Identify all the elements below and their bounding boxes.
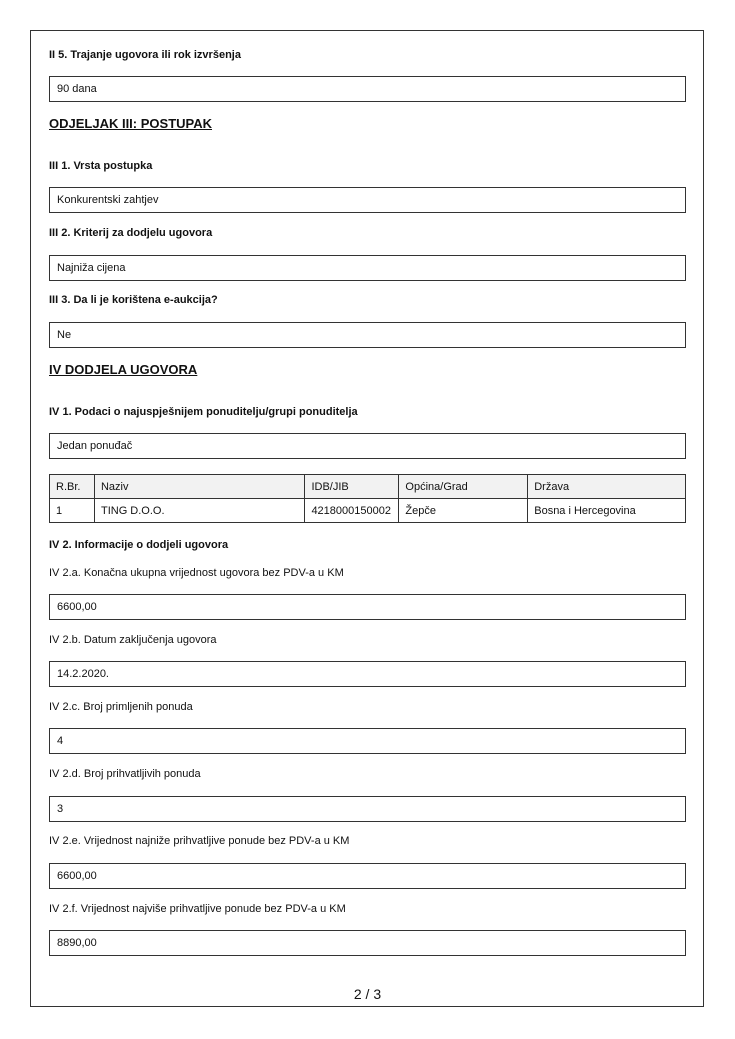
bidder-type-field: Jedan ponuđač	[49, 433, 686, 459]
received-offers-field: 4	[49, 728, 686, 754]
section-contract-award-title: IV DODJELA UGOVORA	[49, 362, 198, 377]
e-auction-field: Ne	[49, 322, 686, 348]
column-header: R.Br.	[50, 475, 95, 499]
table-cell: TING D.O.O.	[94, 499, 304, 523]
best-bidder-label: IV 1. Podaci o najuspješnijem ponuditelju/grupi ponuditelja	[49, 406, 358, 418]
award-criterion-field: Najniža cijena	[49, 255, 686, 281]
award-info-label: IV 2. Informacije o dodjeli ugovora	[49, 539, 229, 551]
table-cell: 4218000150002	[305, 499, 399, 523]
table-cell: Bosna i Hercegovina	[528, 499, 686, 523]
received-offers-label: IV 2.c. Broj primljenih ponuda	[49, 701, 193, 713]
highest-offer-field: 8890,00	[49, 930, 686, 956]
procedure-type-field: Konkurentski zahtjev	[49, 187, 686, 213]
lowest-offer-field: 6600,00	[49, 863, 686, 889]
table-cell: 1	[50, 499, 95, 523]
highest-offer-label: IV 2.f. Vrijednost najviše prihvatljive ponude bez PDV-a u KM	[49, 903, 346, 915]
column-header: Naziv	[94, 475, 304, 499]
section-procedure-title: ODJELJAK III: POSTUPAK	[49, 116, 213, 131]
table-row	[50, 499, 686, 523]
e-auction-label: III 3. Da li je korištena e-aukcija?	[49, 294, 218, 306]
contract-duration-field: 90 dana	[49, 76, 686, 102]
table-header-row	[50, 475, 686, 499]
column-header: Država	[528, 475, 686, 499]
procedure-type-label: III 1. Vrsta postupka	[49, 160, 153, 172]
table-cell: Žepče	[399, 499, 528, 523]
lowest-offer-label: IV 2.e. Vrijednost najniže prihvatljive ponude bez PDV-a u KM	[49, 835, 350, 847]
contract-duration-label: II 5. Trajanje ugovora ili rok izvršenja	[49, 49, 241, 61]
acceptable-offers-label: IV 2.d. Broj prihvatljivih ponuda	[49, 768, 201, 780]
award-criterion-label: III 2. Kriterij za dodjelu ugovora	[49, 227, 213, 239]
final-value-label: IV 2.a. Konačna ukupna vrijednost ugovora bez PDV-a u KM	[49, 567, 344, 579]
acceptable-offers-field: 3	[49, 796, 686, 822]
column-header: IDB/JIB	[305, 475, 399, 499]
contract-date-field: 14.2.2020.	[49, 661, 686, 687]
column-header: Općina/Grad	[399, 475, 528, 499]
page-number: 2 / 3	[353, 986, 382, 1002]
bidders-table	[49, 474, 686, 523]
contract-date-label: IV 2.b. Datum zaključenja ugovora	[49, 634, 217, 646]
final-value-field: 6600,00	[49, 594, 686, 620]
